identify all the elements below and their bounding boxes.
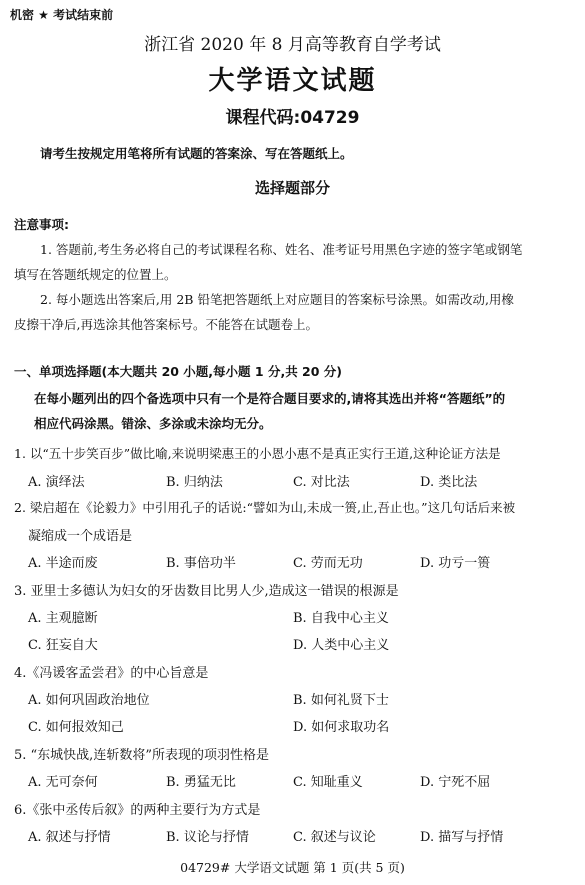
question-4-option-a: A. 如何巩固政治地位: [28, 693, 150, 708]
question-3-option-d: D. 人类中心主义: [293, 638, 390, 653]
question-2-option-c: C. 劳而无功: [293, 556, 363, 571]
question-2-option-a: A. 半途而废: [28, 556, 98, 571]
paper-title: 大学语文试题: [208, 66, 377, 96]
question-4-option-b: B. 如何礼贤下士: [293, 693, 389, 708]
question-1-option-b: B. 归纳法: [166, 475, 223, 490]
page-footer: 04729# 大学语文试题 第 1 页(共 5 页): [180, 860, 405, 875]
note-2-line-1: 2. 每小题选出答案后,用 2B 铅笔把答题纸上对应题目的答案标号涂黑。如需改动,用橡: [40, 292, 514, 307]
answer-instruction: 请考生按规定用笔将所有试题的答案涂、写在答题纸上。: [40, 146, 353, 161]
question-6-option-d: D. 描写与抒情: [420, 830, 504, 845]
confidential-label: 机密 ★ 考试结束前: [10, 8, 114, 22]
question-2-stem: 2. 梁启超在《论毅力》中引用孔子的话说:“譬如为山,未成一篑,止,吾止也。”这几句话后来被: [14, 500, 516, 515]
question-1-option-c: C. 对比法: [293, 475, 350, 490]
note-1-line-2: 填写在答题纸规定的位置上。: [14, 267, 177, 282]
question-6-option-a: A. 叙述与抒情: [28, 830, 111, 845]
section-title: 选择题部分: [254, 179, 330, 197]
question-5-option-d: D. 宁死不屈: [420, 775, 491, 790]
question-6-stem: 6.《张中丞传后叙》的两种主要行为方式是: [14, 803, 261, 818]
exam-title: 浙江省 2020 年 8 月高等教育自学考试: [144, 35, 441, 55]
question-6-option-c: C. 叙述与议论: [293, 830, 376, 845]
question-5-stem: 5. “东城快战,连斩数将”所表现的项羽性格是: [14, 748, 269, 763]
question-3-option-a: A. 主观臆断: [28, 611, 98, 626]
note-2-line-2: 皮擦干净后,再选涂其他答案标号。不能答在试题卷上。: [14, 317, 318, 332]
question-2-option-b: B. 事倍功半: [166, 556, 236, 571]
question-3-option-b: B. 自我中心主义: [293, 611, 389, 626]
notes-title: 注意事项:: [14, 217, 69, 232]
course-code: 课程代码:04729: [225, 108, 360, 128]
question-2-option-d: D. 功亏一篑: [420, 556, 491, 571]
question-1-option-a: A. 演绎法: [28, 475, 85, 490]
question-5-option-a: A. 无可奈何: [28, 775, 98, 790]
question-2-stem-continued: 凝缩成一个成语是: [28, 529, 133, 544]
question-1-stem: 1. 以“五十步笑百步”做比喻,来说明梁惠王的小恩小惠不是真正实行王道,这种论证方法是: [14, 446, 501, 461]
question-4-option-c: C. 如何报效知己: [28, 720, 124, 735]
question-4-stem: 4.《冯谖客孟尝君》的中心旨意是: [14, 666, 209, 681]
question-4-option-d: D. 如何求取功名: [293, 720, 390, 735]
question-5-option-c: C. 知耻重义: [293, 775, 363, 790]
question-1-option-d: D. 类比法: [420, 475, 478, 490]
question-3-stem: 3. 亚里士多德认为妇女的牙齿数目比男人少,造成这一错误的根源是: [14, 584, 399, 599]
question-6-option-b: B. 议论与抒情: [166, 830, 249, 845]
question-5-option-b: B. 勇猛无比: [166, 775, 236, 790]
part1-heading: 一、单项选择题(本大题共 20 小题,每小题 1 分,共 20 分): [14, 364, 343, 379]
part1-desc-line-1: 在每小题列出的四个备选项中只有一个是符合题目要求的,请将其选出并将“答题纸”的: [34, 391, 506, 406]
note-1-line-1: 1. 答题前,考生务必将自己的考试课程名称、姓名、准考证号用黑色字迹的签字笔或钢笔: [40, 242, 523, 257]
question-3-option-c: C. 狂妄自大: [28, 638, 98, 653]
part1-desc-line-2: 相应代码涂黑。错涂、多涂或未涂均无分。: [34, 416, 272, 431]
